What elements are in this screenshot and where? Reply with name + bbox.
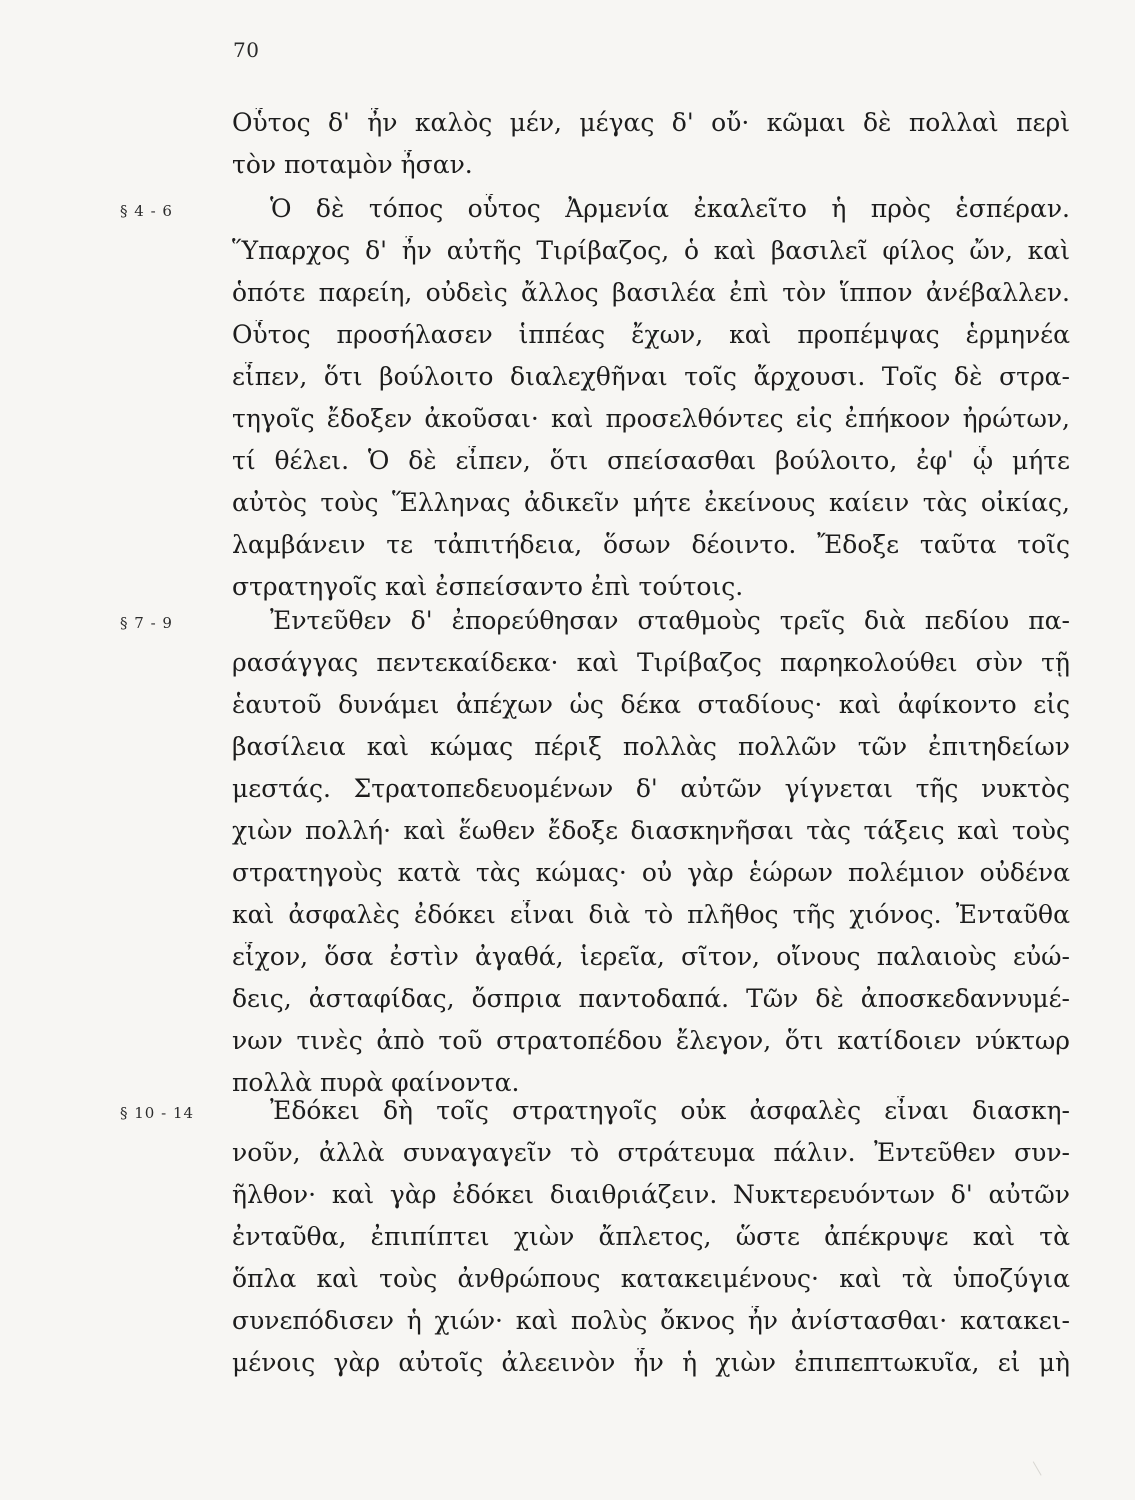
text-line: ὅπλα καὶ τοὺς ἀνθρώπους κατακειμένους· καὶ τὰ ὑποζύγια [232,1264,1070,1293]
text-line: λαμβάνειν τε τἀπιτήδεια, ὅσων δέοιντο. Ἔδοξε ταῦτα τοῖς [232,530,1070,559]
text-line: στρατηγοὺς κατὰ τὰς κώμας· οὐ γὰρ ἑώρων πολέμιον οὐδένα [232,858,1070,887]
text-line: πολλὰ πυρὰ φαίνοντα. [232,1068,520,1097]
text-line: Ὁ δὲ τόπος οὗτος Ἀρμενία ἐκαλεῖτο ἡ πρὸς ἑσπέραν. [270,194,1070,223]
text-line: μένοις γὰρ αὐτοῖς ἀλεεινὸν ἦν ἡ χιὼν ἐπιπεπτωκυῖα, εἰ μὴ [232,1348,1070,1377]
text-line: νοῦν, ἀλλὰ συναγαγεῖν τὸ στράτευμα πάλιν. Ἐντεῦθεν συν- [232,1138,1070,1167]
text-line: ὁπότε παρείη, οὐδεὶς ἄλλος βασιλέα ἐπὶ τὸν ἵππον ἀνέβαλλεν. [232,278,1070,307]
text-line: αὐτὸς τοὺς Ἕλληνας ἀδικεῖν μήτε ἐκείνους καίειν τὰς οἰκίας, [232,488,1070,517]
text-line: βασίλεια καὶ κώμας πέριξ πολλὰς πολλῶν τῶν ἐπιτηδείων [232,732,1070,761]
text-line: δεις, ἀσταφίδας, ὄσπρια παντοδαπά. Τῶν δὲ ἀποσκεδαννυμέ- [232,984,1070,1013]
section-marker: § 4 - 6 [120,202,173,220]
text-line: χιὼν πολλή· καὶ ἕωθεν ἔδοξε διασκηνῆσαι τὰς τάξεις καὶ τοὺς [232,816,1070,845]
section-marker: § 7 - 9 [120,614,173,632]
text-line: Οὗτος δ' ἦν καλὸς μέν, μέγας δ' οὔ· κῶμαι δὲ πολλαὶ περὶ [232,108,1070,137]
text-line: ἐνταῦθα, ἐπιπίπτει χιὼν ἄπλετος, ὥστε ἀπέκρυψε καὶ τὰ [232,1222,1070,1251]
text-line: στρατηγοῖς καὶ ἐσπείσαντο ἐπὶ τούτοις. [232,572,744,601]
text-line: Ὕπαρχος δ' ἦν αὐτῆς Τιρίβαζος, ὁ καὶ βασιλεῖ φίλος ὤν, καὶ [232,236,1070,265]
text-line: εἶχον, ὅσα ἐστὶν ἀγαθά, ἱερεῖα, σῖτον, οἴνους παλαιοὺς εὐώ- [232,942,1070,971]
text-line: ῆλθον· καὶ γὰρ ἐδόκει διαιθριάζειν. Νυκτερευόντων δ' αὐτῶν [232,1180,1070,1209]
text-line: συνεπόδισεν ἡ χιών· καὶ πολὺς ὄκνος ἦν ἀνίστασθαι· κατακει- [232,1306,1070,1335]
text-line: ἑαυτοῦ δυνάμει ἀπέχων ὡς δέκα σταδίους· καὶ ἀφίκοντο εἰς [232,690,1070,719]
text-line: μεστάς. Στρατοπεδευομένων δ' αὐτῶν γίγνεται τῆς νυκτὸς [232,774,1070,803]
text-line: Ἐντεῦθεν δ' ἐπορεύθησαν σταθμοὺς τρεῖς διὰ πεδίου πα- [270,606,1070,635]
text-line: τηγοῖς ἔδοξεν ἀκοῦσαι· καὶ προσελθόντες εἰς ἐπήκοον ἠρώτων, [232,404,1070,433]
text-line: νων τινὲς ἀπὸ τοῦ στρατοπέδου ἔλεγον, ὅτι κατίδοιεν νύκτωρ [232,1026,1070,1055]
paper-mark [1033,1456,1051,1475]
section-marker: § 10 - 14 [120,1104,195,1122]
page-number: 70 [233,38,260,62]
text-line: τί θέλει. Ὁ δὲ εἶπεν, ὅτι σπείσασθαι βούλοιτο, ἐφ' ᾧ μήτε [232,446,1070,475]
text-line: ρασάγγας πεντεκαίδεκα· καὶ Τιρίβαζος παρηκολούθει σὺν τῇ [232,648,1070,677]
text-line: Οὗτος προσήλασεν ἱππέας ἔχων, καὶ προπέμψας ἑρμηνέα [232,320,1070,349]
text-line: τὸν ποταμὸν ἦσαν. [232,150,473,179]
text-line: Ἐδόκει δὴ τοῖς στρατηγοῖς οὐκ ἀσφαλὲς εἶναι διασκη- [270,1096,1070,1125]
text-line: εἶπεν, ὅτι βούλοιτο διαλεχθῆναι τοῖς ἄρχουσι. Τοῖς δὲ στρα- [232,362,1070,391]
text-line: καὶ ἀσφαλὲς ἐδόκει εἶναι διὰ τὸ πλῆθος τῆς χιόνος. Ἐνταῦθα [232,900,1070,929]
